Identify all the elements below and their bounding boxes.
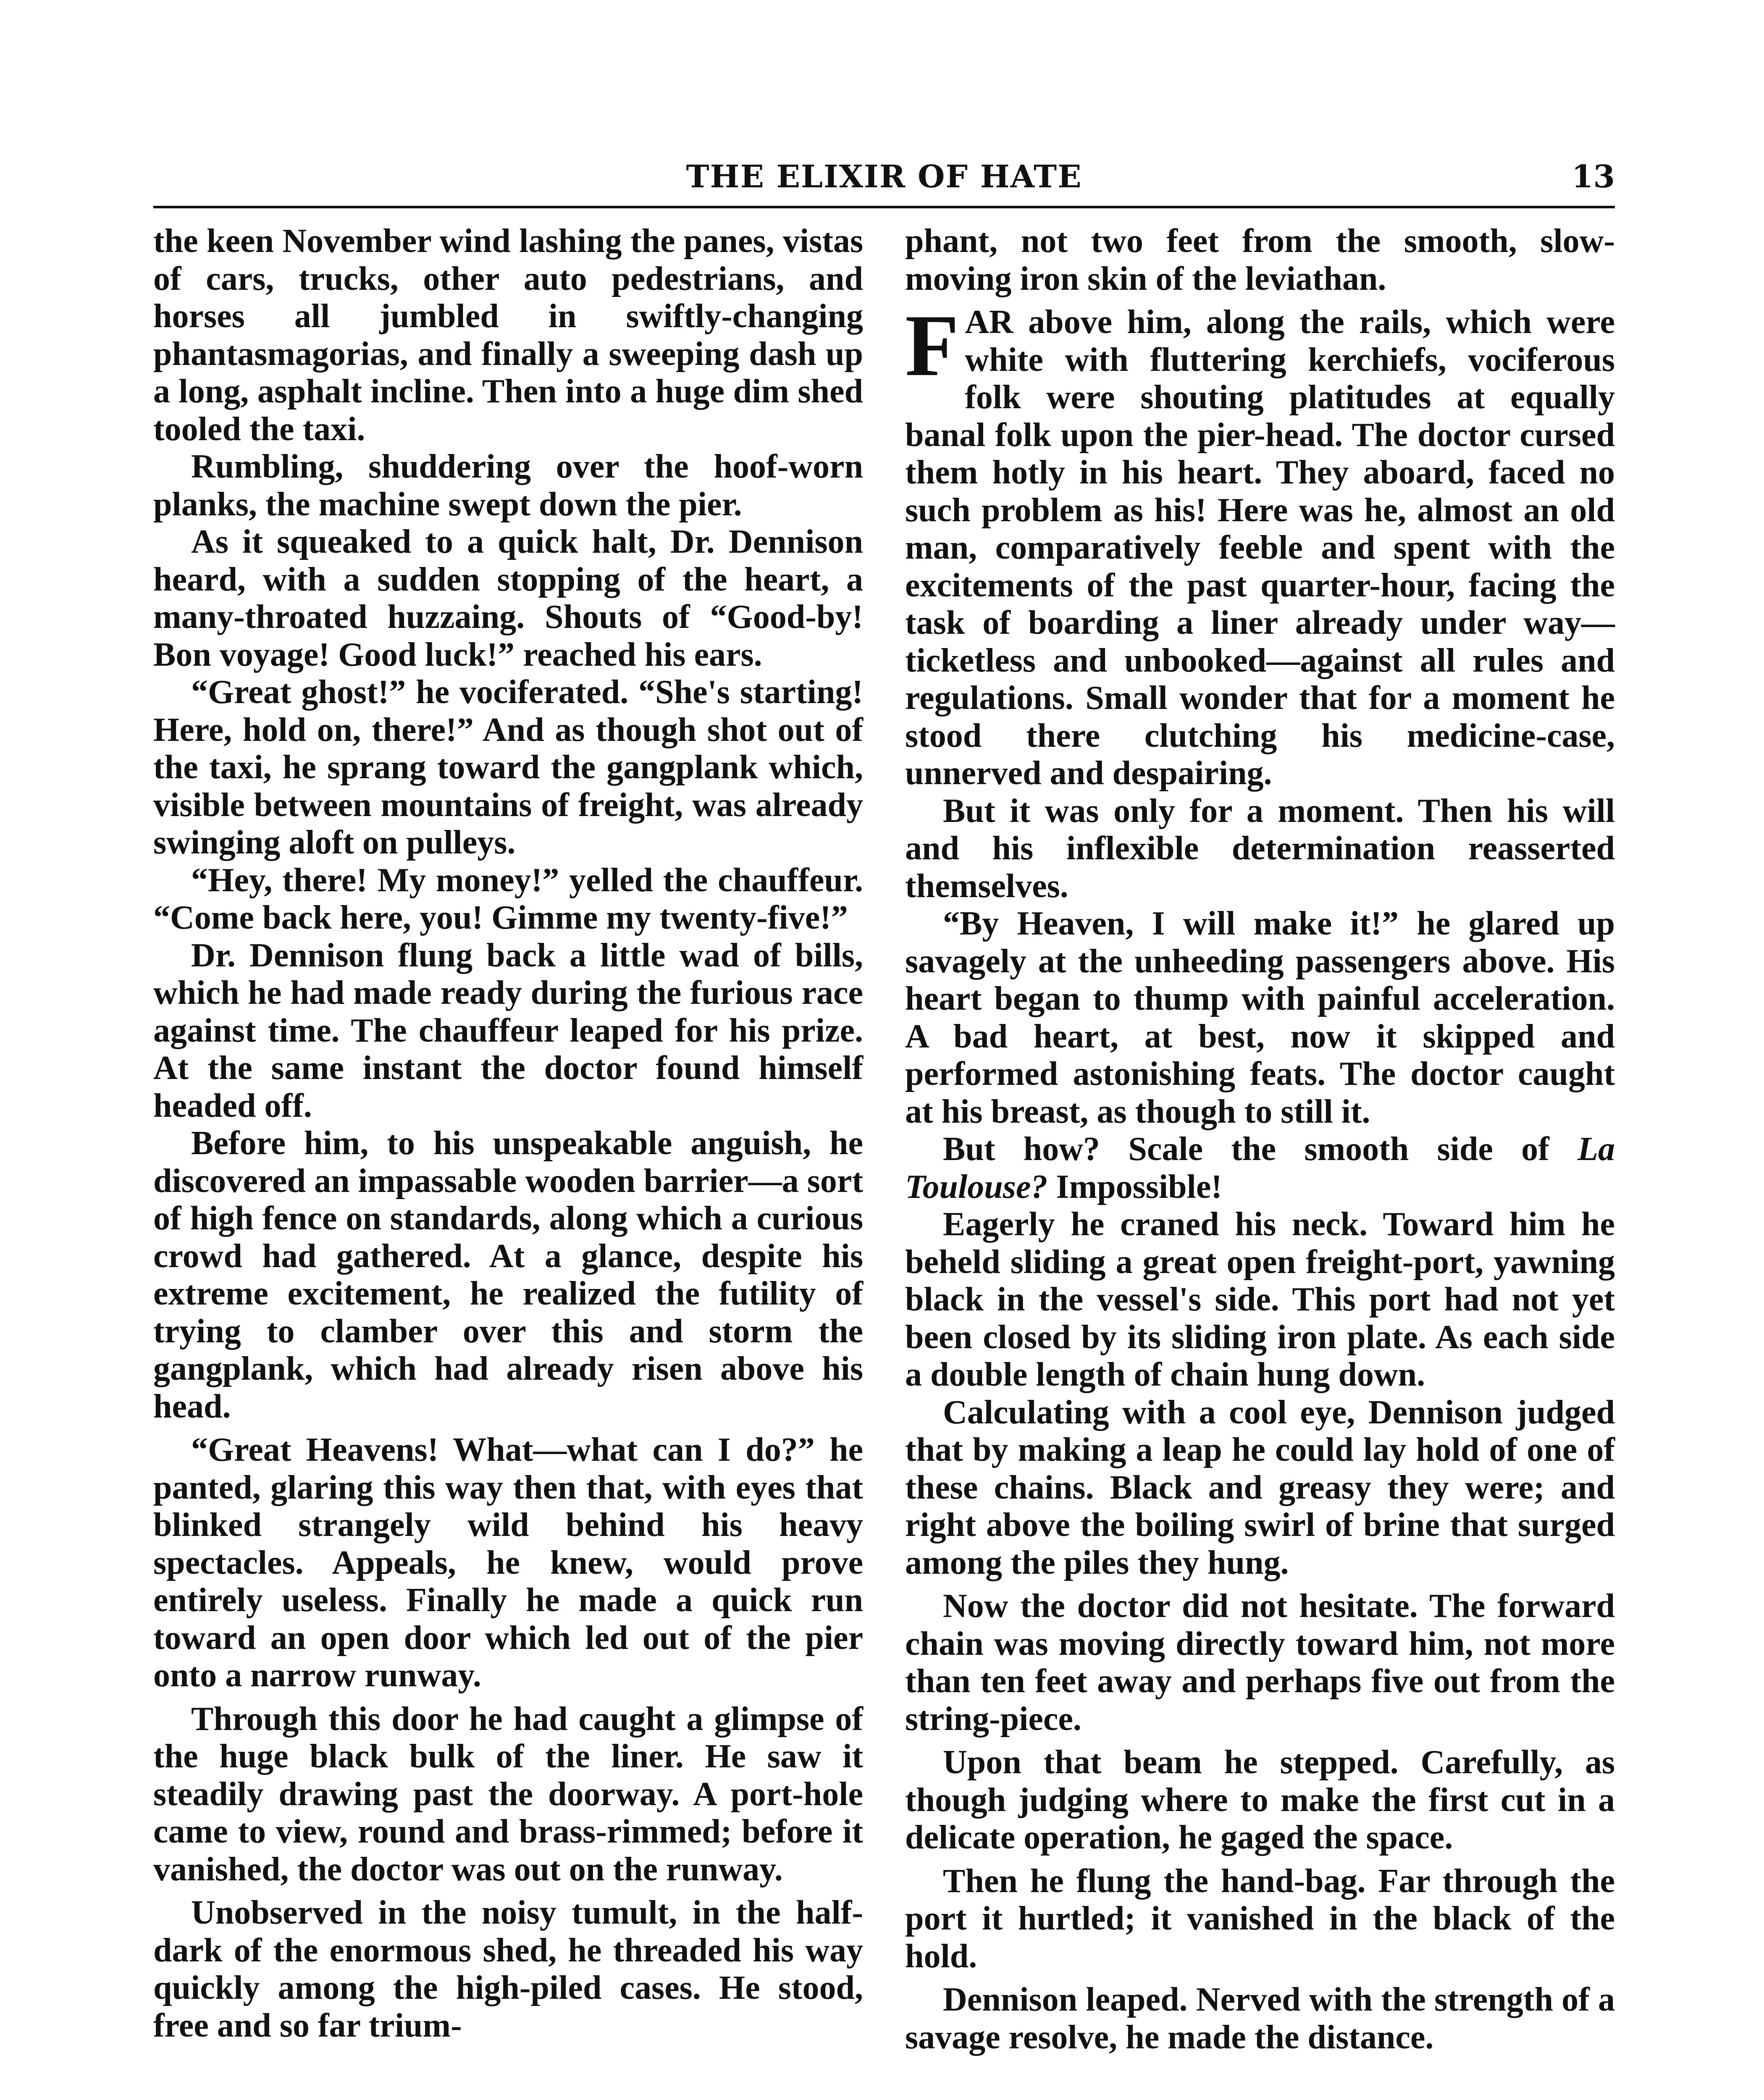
paragraph: “By Heaven, I will make it!” he glared up savagely at the unheeding passengers above. His heart began to thump with painful acceleration. A bad heart, at best, now it skipped and performed astonishing feats. The doctor caught at his breast, as though to still it. xyxy=(905,905,1615,1130)
drop-cap: F xyxy=(905,297,959,394)
paragraph-text: Impossible! xyxy=(1047,1168,1222,1205)
paragraph: Through this door he had caught a glimpse of the huge black bulk of the liner. He saw it steadily drawing past the doorway. A port-hole came to view, round and brass-rimmed; before it vanished, the doctor was out on the runway. xyxy=(153,1700,863,1888)
paragraph-text: above him, along the rails, which were white with fluttering kerchiefs, vociferous folk were shouting platitudes at equally banal folk upon the pier-head. The doctor cursed them hotly in his heart. They aboard, faced no such problem as his! Here was he, almost an old man, comparatively feeble and spent with the excitements of the past quarter-hour, facing the task of boarding a liner already under way—ticketless and unbooked—against all rules and regulations. Small wonder that for a moment he stood there clutching his medicine-case, unnerved and despairing. xyxy=(905,304,1615,792)
header-rule xyxy=(153,206,1615,208)
paragraph: “Great ghost!” he vociferated. “She's starting! Here, hold on, there!” And as though shot out of the taxi, he sprang toward the gangplank which, visible between mountains of freight, was already swinging aloft on pulleys. xyxy=(153,674,863,861)
page-header xyxy=(153,155,1615,206)
paragraph: But it was only for a moment. Then his will and his inflexible determination reasserted themselves. xyxy=(905,792,1615,905)
paragraph: As it squeaked to a quick halt, Dr. Dennison heard, with a sudden stopping of the heart, a many-throated huzzaing. Shouts of “Good-by! Bon voyage! Good luck!” reached his ears. xyxy=(153,523,863,673)
paragraph-with-dropcap xyxy=(905,297,1615,793)
paragraph-text: But how? Scale the smooth side of xyxy=(943,1131,1578,1168)
paragraph: Unobserved in the noisy tumult, in the half-dark of the enormous shed, he threaded his way quickly among the high-piled cases. He stood, free and so far trium- xyxy=(153,1894,863,2044)
right-column xyxy=(905,223,1615,2056)
paragraph: Dr. Dennison flung back a little wad of bills, which he had made ready during the furious race against time. The chauffeur leaped for his prize. At the same instant the doctor found himself headed off. xyxy=(153,937,863,1124)
paragraph: Before him, to his unspeakable anguish, he discovered an impassable wooden barrier—a sort of high fence on standards, along which a curious crowd had gathered. At a glance, despite his extreme excitement, he realized the futility of trying to clamber over this and storm the gangplank, which had already risen above his head. xyxy=(153,1125,863,1425)
left-column xyxy=(153,223,863,2045)
running-title: THE ELIXIR OF HATE xyxy=(686,159,1082,195)
lead-in: AR xyxy=(965,304,1013,341)
paragraph: phant, not two feet from the smooth, slow-moving iron skin of the leviathan. xyxy=(905,223,1615,297)
paragraph: Dennison leaped. Nerved with the strength of a savage resolve, he made the distance. xyxy=(905,1981,1615,2056)
paragraph: the keen November wind lashing the panes, vistas of cars, trucks, other auto pedestrians, and horses all jumbled in swiftly-changing phantasmagorias, and finally a sweeping dash up a long, asphalt incline. Then into a huge dim shed tooled the taxi. xyxy=(153,223,863,448)
ship-name: La Toulouse? xyxy=(905,1131,1615,1205)
paragraph: Now the doctor did not hesitate. The forward chain was moving directly toward him, not more than ten feet away and perhaps five out from the string-piece. xyxy=(905,1588,1615,1738)
paragraph xyxy=(905,1131,1615,1206)
paragraph: Then he flung the hand-bag. Far through the port it hurtled; it vanished in the black of the hold. xyxy=(905,1862,1615,1975)
paragraph: “Hey, there! My money!” yelled the chauffeur. “Come back here, you! Gimme my twenty-five!” xyxy=(153,861,863,936)
paragraph: “Great Heavens! What—what can I do?” he panted, glaring this way then that, with eyes that blinked strangely wild behind his heavy spectacles. Appeals, he knew, would prove entirely useless. Finally he made a quick run toward an open door which led out of the pier onto a narrow runway. xyxy=(153,1431,863,1694)
paragraph: Upon that beam he stepped. Carefully, as though judging where to make the first cut in a delicate operation, he gaged the space. xyxy=(905,1744,1615,1856)
paragraph: Calculating with a cool eye, Dennison judged that by making a leap he could lay hold of one of these chains. Black and greasy they were; and right above the boiling swirl of brine that surged among the piles they hung. xyxy=(905,1394,1615,1581)
paragraph: Eagerly he craned his neck. Toward him he beheld sliding a great open freight-port, yawning black in the vessel's side. This port had not yet been closed by its sliding iron plate. As each side a double length of chain hung down. xyxy=(905,1206,1615,1393)
paragraph: Rumbling, shuddering over the hoof-worn planks, the machine swept down the pier. xyxy=(153,448,863,523)
page-number: 13 xyxy=(1572,159,1615,195)
